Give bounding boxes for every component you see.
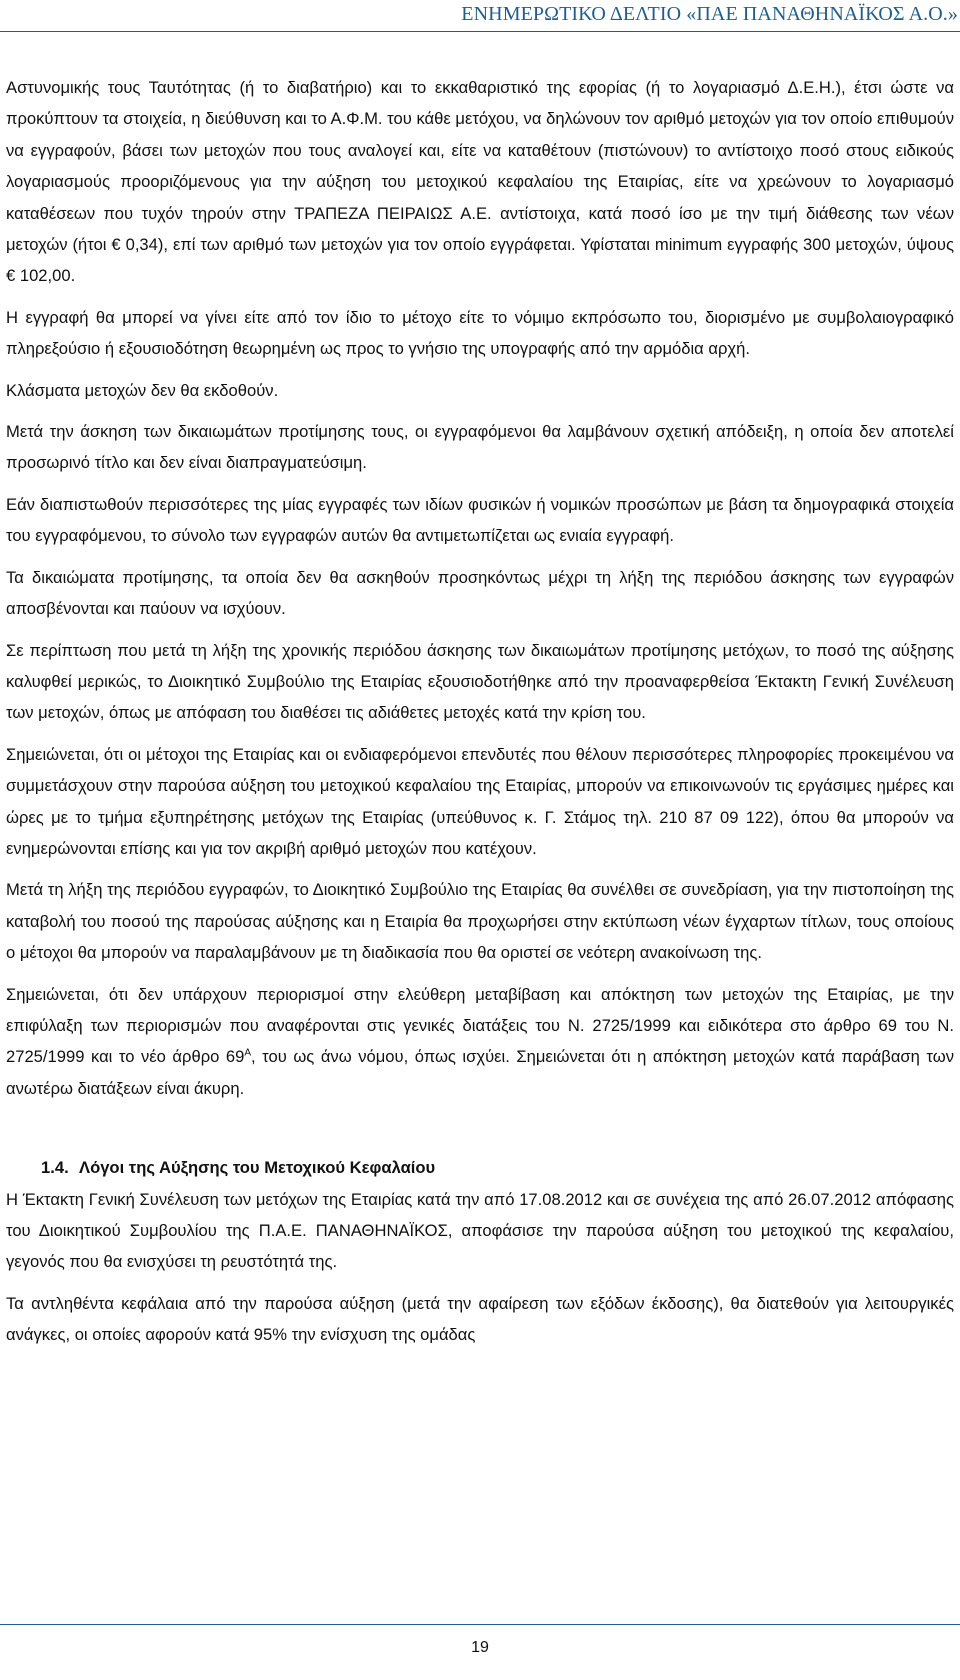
document-body <box>6 72 954 1361</box>
paragraph-after-subscription: Μετά τη λήξη της περιόδου εγγραφών, το Διοικητικό Συμβούλιο της Εταιρίας θα συνέλθει σε συνεδρίαση, για την πιστοποίηση της καταβολή του ποσού της παρούσας αύξησης και η Εταιρία θα προχωρήσει στην εκτύπωση νέων έγχαρτων τίτλων, τους οποίους ο μέτοχοι θα μπορούν να παραλαμβάνουν με τη διαδικασία που θα οριστεί σε νεότερη ανακοίνωση της. <box>6 880 954 963</box>
paragraph-transfer-restrictions <box>6 979 954 1105</box>
paragraph-fractions: Κλάσματα μετοχών δεν θα εκδοθούν. <box>6 380 279 400</box>
section-number: 1.4. <box>41 1158 69 1178</box>
paragraph-subscription-procedure: Αστυνομικής τους Ταυτότητας (ή το διαβατήριο) και το εκκαθαριστικό της εφορίας (ή το λογαριασμό Δ.Ε.Η.), έτσι ώστε να προκύπτουν τα στοιχεία, η διεύθυνση και το Α.Φ.Μ. του κάθε μετόχου, να δηλώνουν τον αριθμό μετοχών για τον οποίο επιθυμούν να εγγραφούν, βάσει των μετοχών που τους αναλογεί και, είτε να καταθέτουν (πιστώνουν) το αντίστοιχο ποσό στους ειδικούς λογαριασμούς προοριζόμενους για την αύξηση του μετοχικού κεφαλαίου της Εταιρίας, είτε να χρεώνουν το λογαριασμό καταθέσεων που τυχόν τηρούν στην ΤΡΑΠΕΖΑ ΠΕΙΡΑΙΩΣ Α.Ε. αντίστοιχα, κατά ποσό ίσο με την τιμή διάθεσης των νέων μετοχών (ήτοι € 0,34), επί των αριθμό των μετοχών για τον οποίο εγγράφεται. Υφίσταται minimum εγγραφής 300 μετοχών, ύψους € 102,00. <box>6 78 954 286</box>
section-heading <box>6 1152 954 1183</box>
paragraph-partial-coverage: Σε περίπτωση που μετά τη λήξη της χρονικής περιόδου άσκησης των δικαιωμάτων προτίμησης μετόχων, το ποσό της αύξησης καλυφθεί μερικώς, το Διοικητικό Συμβούλιο της Εταιρίας εξουσιοδοτήθηκε από την προαναφερθείσα Έκτακτη Γενική Συνέλευση των μετοχών, όπως με απόφαση του διαθέσει τις αδιάθετες μετοχές κατά την κρίση του. <box>6 640 954 723</box>
paragraph-shareholder-information: Σημειώνεται, ότι οι μέτοχοι της Εταιρίας και οι ενδιαφερόμενοι επενδυτές που θέλουν περισσότερες πληροφορίες προκειμένου να συμμετάσχουν στην παρούσα αύξηση του μετοχικού κεφαλαίου της Εταιρίας, μπορούν να επικοινωνούν τις εργάσιμες ημέρες και ώρες με το τμήμα εξυπηρέτησης μετόχων της Εταιρίας (υπεύθυνος κ. Γ. Στάμος τηλ. 210 87 09 122), όπου θα μπορούν να ενημερώνονται επίσης και για τον ακριβή αριθμό μετοχών που κατέχουν. <box>6 744 954 858</box>
paragraph-receipt: Μετά την άσκηση των δικαιωμάτων προτίμησης τους, οι εγγραφόμενοι θα λαμβάνουν σχετική απόδειξη, η οποία δεν αποτελεί προσωρινό τίτλο και δεν είναι διαπραγματεύσιμη. <box>6 422 954 473</box>
header-title: ΕΝΗΜΕΡΩΤΙΚΟ ΔΕΛΤΙΟ «ΠΑΕ ΠΑΝΑΘΗΝΑΪΚΟΣ Α.Ο.» <box>461 3 958 25</box>
paragraph-increase-decision: Η Έκτακτη Γενική Συνέλευση των μετόχων της Εταιρίας κατά την από 17.08.2012 και σε συνέχεια της από 26.07.2012 απόφασης του Διοικητικού Συμβουλίου της Π.Α.Ε. ΠΑΝΑΘΗΝΑΪΚΟΣ, αποφάσισε την παρούσα αύξηση του μετοχικού της κεφαλαίου, γεγονός που θα ενισχύσει τη ρευστότητά της. <box>6 1189 954 1272</box>
paragraph-duplicate-registrations: Εάν διαπιστωθούν περισσότερες της μίας εγγραφές των ιδίων φυσικών ή νομικών προσώπων με βάση τα δημογραφικά στοιχεία του εγγραφόμενου, το σύνολο των εγγραφών αυτών θα αντιμετωπίζεται ως ενιαία εγγραφή. <box>6 494 954 546</box>
section-title: Λόγοι της Αύξησης του Μετοχικού Κεφαλαίου <box>79 1158 436 1178</box>
paragraph-unexercised-rights: Τα δικαιώματα προτίμησης, τα οποία δεν θα ασκηθούν προσηκόντως μέχρι τη λήξη της περιόδου άσκησης των εγγραφών αποσβένονται και παύουν να ισχύουν. <box>6 567 954 619</box>
article-superscript: Α <box>244 1047 252 1059</box>
footer-divider <box>0 1624 960 1625</box>
paragraph-registration-representative: Η εγγραφή θα μπορεί να γίνει είτε από τον ίδιο το μέτοχο είτε το νόμιμο εκπρόσωπο του, διορισμένο με συμβολαιογραφικό πληρεξούσιο ή εξουσιοδότηση θεωρημένη ως προς το γνήσιο της υπογραφής από την αρμόδια αρχή. <box>6 307 954 359</box>
transfer-text-end: , του ως άνω νόμου, όπως ισχύει. Σημειώνεται ότι η απόκτηση μετοχών κατά παράβαση των ανωτέρω διατάξεων είναι άκυρη. <box>6 1047 954 1098</box>
page-number: 19 <box>471 1639 489 1656</box>
paragraph-use-of-proceeds: Τα αντληθέντα κεφάλαια από την παρούσα αύξηση (μετά την αφαίρεση των εξόδων έκδοσης), θα διατεθούν για λειτουργικές ανάγκες, οι οποίες αφορούν κατά 95% την ενίσχυση της ομάδας <box>6 1293 954 1345</box>
transfer-text-start: Σημειώνεται, ότι δεν υπάρχουν περιορισμοί στην ελεύθερη μεταβίβαση και απόκτηση των μετοχών της Εταιρίας, με την επιφύλαξη των περιορισμών που αναφέρονται στις γενικές διατάξεις του Ν. 2725/1999 και ειδικότερα στο άρθρο 69 του Ν. 2725/1999 και το νέο άρθρο 69 <box>6 984 954 1067</box>
header-divider <box>0 31 960 32</box>
